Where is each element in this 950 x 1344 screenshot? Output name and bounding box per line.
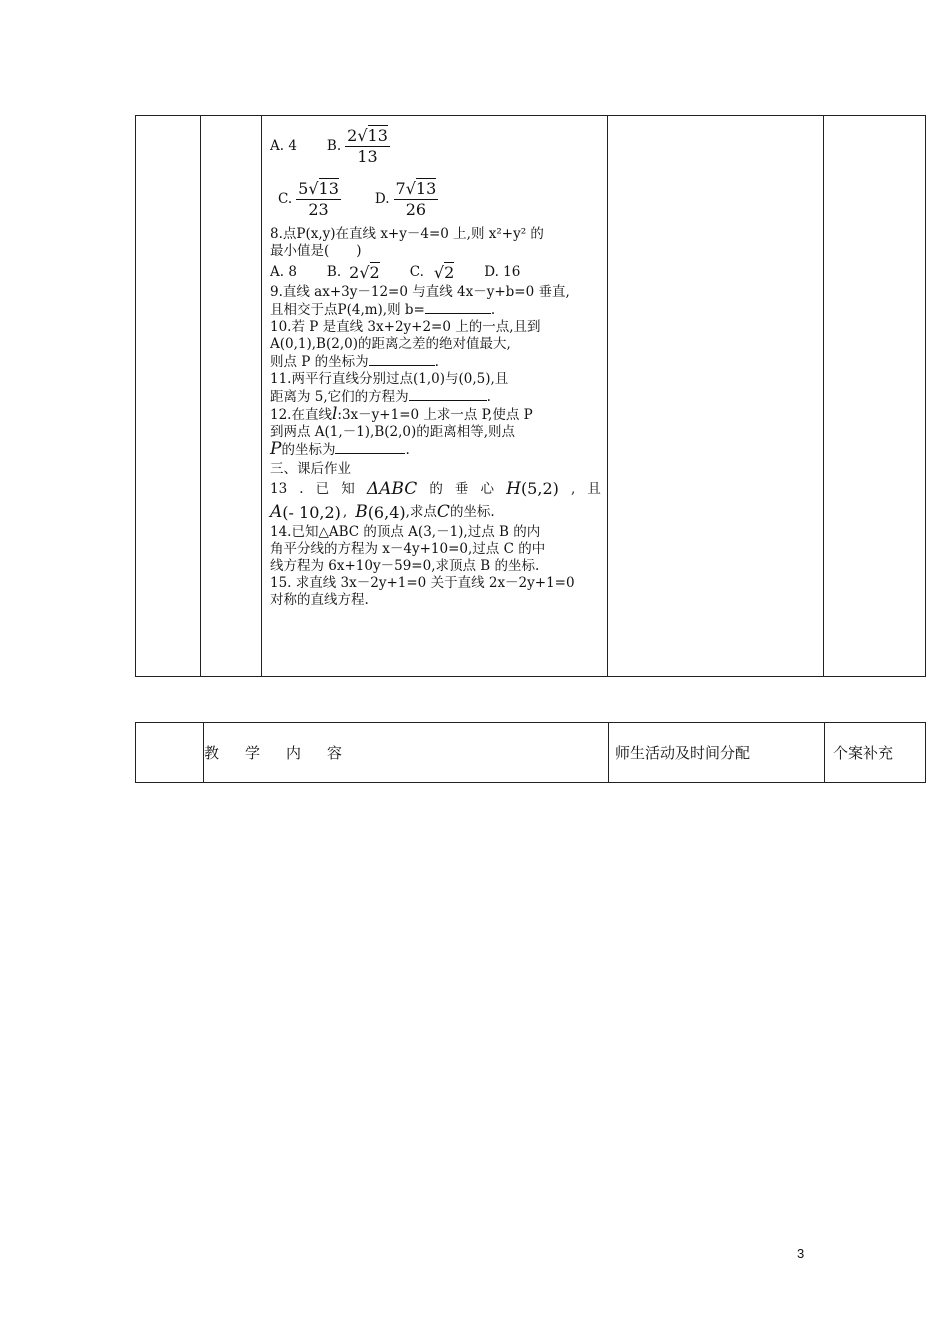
q7-option-d-label: D. [374,190,390,207]
section-homework-heading: 三、课后作业 [270,461,351,477]
q9-line2: 且相交于点P(4,m),则 b= . [270,302,496,318]
q12-line3: P的坐标为 . [270,439,410,459]
q7-option-a: A. 4 [270,137,297,154]
q13-line1: 13 . 已 知 ΔABC 的 垂 心 H(5,2) , 且 [270,478,601,499]
q13-line2: A (- 10,2) , B (6,4) ,求点 C 的坐标. [270,501,495,522]
q10-line1: 10.若 P 是直线 3x+2y+2=0 上的一点,且到 [270,319,541,335]
q10-answer-blank[interactable] [369,353,435,366]
header-blank-cell [136,723,204,783]
blank-cell-1 [136,116,201,677]
q8-options [270,260,601,284]
q14-line3: 线方程为 6x+10y－59=0,求顶点 B 的坐标. [270,558,540,574]
q8-option-c-label: C. [409,263,424,280]
q11-line2: 距离为 5,它们的方程为 . [270,389,491,405]
q8-line2: 最小值是( ) [270,243,362,259]
q8-option-c-value: √2 [433,262,455,282]
q8-option-d: D. 16 [484,263,521,280]
q15-line1: 15. 求直线 3x－2y+1=0 关于直线 2x－2y+1=0 [270,575,575,591]
q9-answer-blank[interactable] [425,301,491,314]
q14-line1: 14.已知△ABC 的顶点 A(3,－1),过点 B 的内 [270,524,541,540]
q8-option-a: A. 8 [270,263,297,280]
q7-options-ab [270,120,601,172]
q7-option-b-label: B. [326,137,342,154]
q7-option-b-fraction: $\frac{2√13}{13}$ [347,125,388,166]
activity-cell [608,116,824,677]
q7-option-c-label: C. [278,190,293,207]
page-number: 3 [797,1246,805,1261]
q8-option-b-value: 2√2 [349,262,380,282]
q12-answer-blank[interactable] [335,441,405,454]
lesson-table [135,115,926,677]
content-cell [262,116,608,677]
q7-options-cd [270,172,601,226]
q7-option-c-fraction: $\frac{5√13}{23}$ [298,178,339,219]
q15-line2: 对称的直线方程. [270,592,369,608]
q9-line1: 9.直线 ax+3y－12=0 与直线 4x－y+b=0 垂直, [270,284,570,300]
header-table [135,722,926,783]
q11-line1: 11.两平行直线分别过点(1,0)与(0,5),且 [270,371,509,387]
q8-line1: 8.点P(x,y)在直线 x+y－4=0 上,则 x²+y² 的 [270,226,544,242]
q8-option-b-label: B. [326,263,342,280]
q10-line3: 则点 P 的坐标为 . [270,354,439,370]
header-activity: 师生活动及时间分配 [609,723,825,783]
q7-option-d-fraction: $\frac{7√13}{26}$ [395,178,437,219]
q14-line2: 角平分线的方程为 x－4y+10=0,过点 C 的中 [270,541,546,557]
q12-line2: 到两点 A(1,－1),B(2,0)的距离相等,则点 [270,424,516,440]
supplement-cell [824,116,926,677]
q11-answer-blank[interactable] [409,388,487,401]
q12-line1: 12.在直线l:3x－y+1=0 上求一点 P,使点 P [270,404,533,424]
header-teaching-content: 教 学 内 容 [204,723,609,783]
blank-cell-2 [201,116,262,677]
header-supplement: 个案补充 [825,723,926,783]
q10-line2: A(0,1),B(2,0)的距离之差的绝对值最大, [270,336,511,352]
